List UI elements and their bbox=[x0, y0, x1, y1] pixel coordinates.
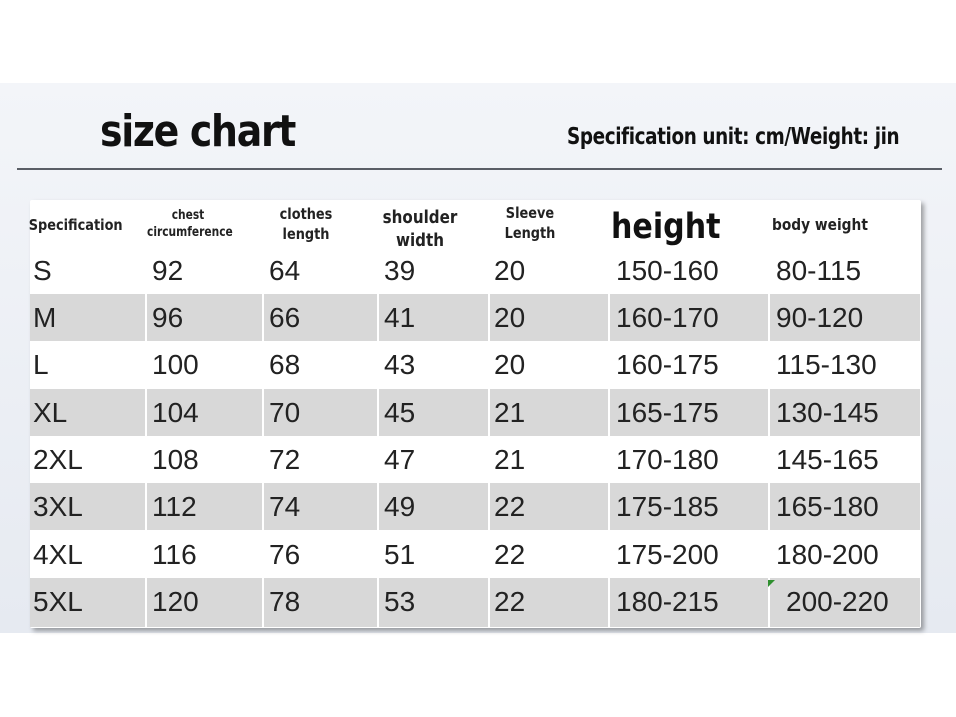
cell-height: 160-175 bbox=[616, 349, 719, 380]
table-row-2xl bbox=[30, 436, 920, 483]
table-row-l bbox=[30, 341, 920, 388]
cell-height: 175-185 bbox=[616, 491, 719, 522]
cell-chest: 92 bbox=[152, 255, 184, 286]
cell-clothes-length: 68 bbox=[269, 349, 301, 380]
header-clothes-length bbox=[272, 205, 341, 244]
cell-sleeve-length: 20 bbox=[494, 302, 526, 333]
cell-shoulder-width: 49 bbox=[384, 491, 416, 522]
cell-clothes-length: 76 bbox=[269, 539, 301, 570]
cell-chest: 108 bbox=[152, 444, 199, 475]
table-row-4xl bbox=[30, 531, 920, 578]
cell-sleeve-length: 20 bbox=[494, 349, 526, 380]
cell-sleeve-length: 21 bbox=[494, 444, 526, 475]
column-divider bbox=[768, 247, 770, 627]
corner-mark bbox=[768, 580, 775, 587]
column-divider bbox=[262, 247, 264, 627]
cell-body-weight: 145-165 bbox=[776, 444, 879, 475]
cell-height: 160-170 bbox=[616, 302, 719, 333]
cell-chest: 112 bbox=[152, 491, 197, 522]
header-body-weight bbox=[772, 215, 868, 236]
cell-body-weight: 165-180 bbox=[776, 491, 879, 522]
cell-specification: XL bbox=[33, 397, 68, 428]
header-chest-circumference bbox=[147, 208, 233, 242]
table-row-xl bbox=[30, 389, 920, 436]
cell-clothes-length: 66 bbox=[269, 302, 301, 333]
header-line: shoulder bbox=[382, 207, 458, 228]
header-line: height bbox=[611, 207, 721, 247]
cell-body-weight: 200-220 bbox=[786, 586, 889, 617]
header-line: Sleeve bbox=[505, 204, 555, 222]
cell-specification: M bbox=[33, 302, 57, 333]
table-row-m bbox=[30, 294, 920, 341]
cell-specification: 3XL bbox=[33, 491, 83, 522]
cell-sleeve-length: 22 bbox=[494, 586, 526, 617]
column-divider bbox=[608, 247, 610, 627]
header-line: clothes bbox=[279, 205, 333, 223]
cell-shoulder-width: 39 bbox=[384, 255, 416, 286]
cell-height: 180-215 bbox=[616, 586, 719, 617]
cell-body-weight: 180-200 bbox=[776, 539, 879, 570]
column-divider bbox=[377, 247, 379, 627]
cell-sleeve-length: 21 bbox=[494, 397, 526, 428]
cell-sleeve-length: 20 bbox=[494, 255, 526, 286]
table-row-s bbox=[30, 247, 920, 294]
cell-specification: 2XL bbox=[33, 444, 83, 475]
cell-sleeve-length: 22 bbox=[494, 491, 526, 522]
cell-clothes-length: 64 bbox=[269, 255, 301, 286]
header-line: body weight bbox=[772, 215, 868, 234]
header-line: Specification bbox=[28, 216, 123, 234]
cell-body-weight: 80-115 bbox=[776, 255, 862, 286]
header-height bbox=[611, 205, 721, 251]
table-row-5xl bbox=[30, 578, 920, 627]
unit-note: Specification unit: cm/Weight: jin bbox=[567, 124, 900, 150]
cell-height: 150-160 bbox=[616, 255, 719, 286]
cell-body-weight: 90-120 bbox=[776, 302, 864, 333]
cell-chest: 100 bbox=[152, 349, 199, 380]
column-divider bbox=[488, 247, 490, 627]
header-specification bbox=[28, 216, 123, 236]
cell-specification: S bbox=[33, 255, 52, 286]
cell-shoulder-width: 51 bbox=[384, 539, 416, 570]
header-line: width bbox=[396, 230, 444, 252]
header-sleeve-length bbox=[500, 204, 560, 243]
cell-height: 175-200 bbox=[616, 539, 719, 570]
cell-specification: L bbox=[33, 349, 49, 380]
cell-clothes-length: 74 bbox=[269, 491, 301, 522]
cell-chest: 104 bbox=[152, 397, 199, 428]
cell-specification: 4XL bbox=[33, 539, 83, 570]
cell-shoulder-width: 53 bbox=[384, 586, 416, 617]
cell-chest: 96 bbox=[152, 302, 184, 333]
header-shoulder-width bbox=[382, 206, 458, 253]
header-line: Length bbox=[504, 223, 556, 242]
title-divider bbox=[17, 168, 942, 170]
cell-sleeve-length: 22 bbox=[494, 539, 526, 570]
cell-shoulder-width: 45 bbox=[384, 397, 416, 428]
column-divider bbox=[145, 247, 147, 627]
cell-shoulder-width: 41 bbox=[384, 302, 416, 333]
cell-specification: 5XL bbox=[33, 586, 83, 617]
header-line: circumference bbox=[147, 224, 233, 240]
cell-clothes-length: 78 bbox=[269, 586, 301, 617]
cell-clothes-length: 70 bbox=[269, 397, 301, 428]
page-title: size chart bbox=[100, 106, 296, 157]
cell-chest: 116 bbox=[152, 539, 197, 570]
cell-height: 170-180 bbox=[616, 444, 719, 475]
cell-body-weight: 115-130 bbox=[776, 349, 877, 380]
cell-shoulder-width: 43 bbox=[384, 349, 416, 380]
cell-shoulder-width: 47 bbox=[384, 444, 416, 475]
table-row-3xl bbox=[30, 483, 920, 530]
cell-clothes-length: 72 bbox=[269, 444, 301, 475]
cell-height: 165-175 bbox=[616, 397, 719, 428]
cell-body-weight: 130-145 bbox=[776, 397, 879, 428]
cell-chest: 120 bbox=[152, 586, 199, 617]
header-line: chest bbox=[171, 208, 205, 223]
header-line: length bbox=[282, 224, 330, 243]
